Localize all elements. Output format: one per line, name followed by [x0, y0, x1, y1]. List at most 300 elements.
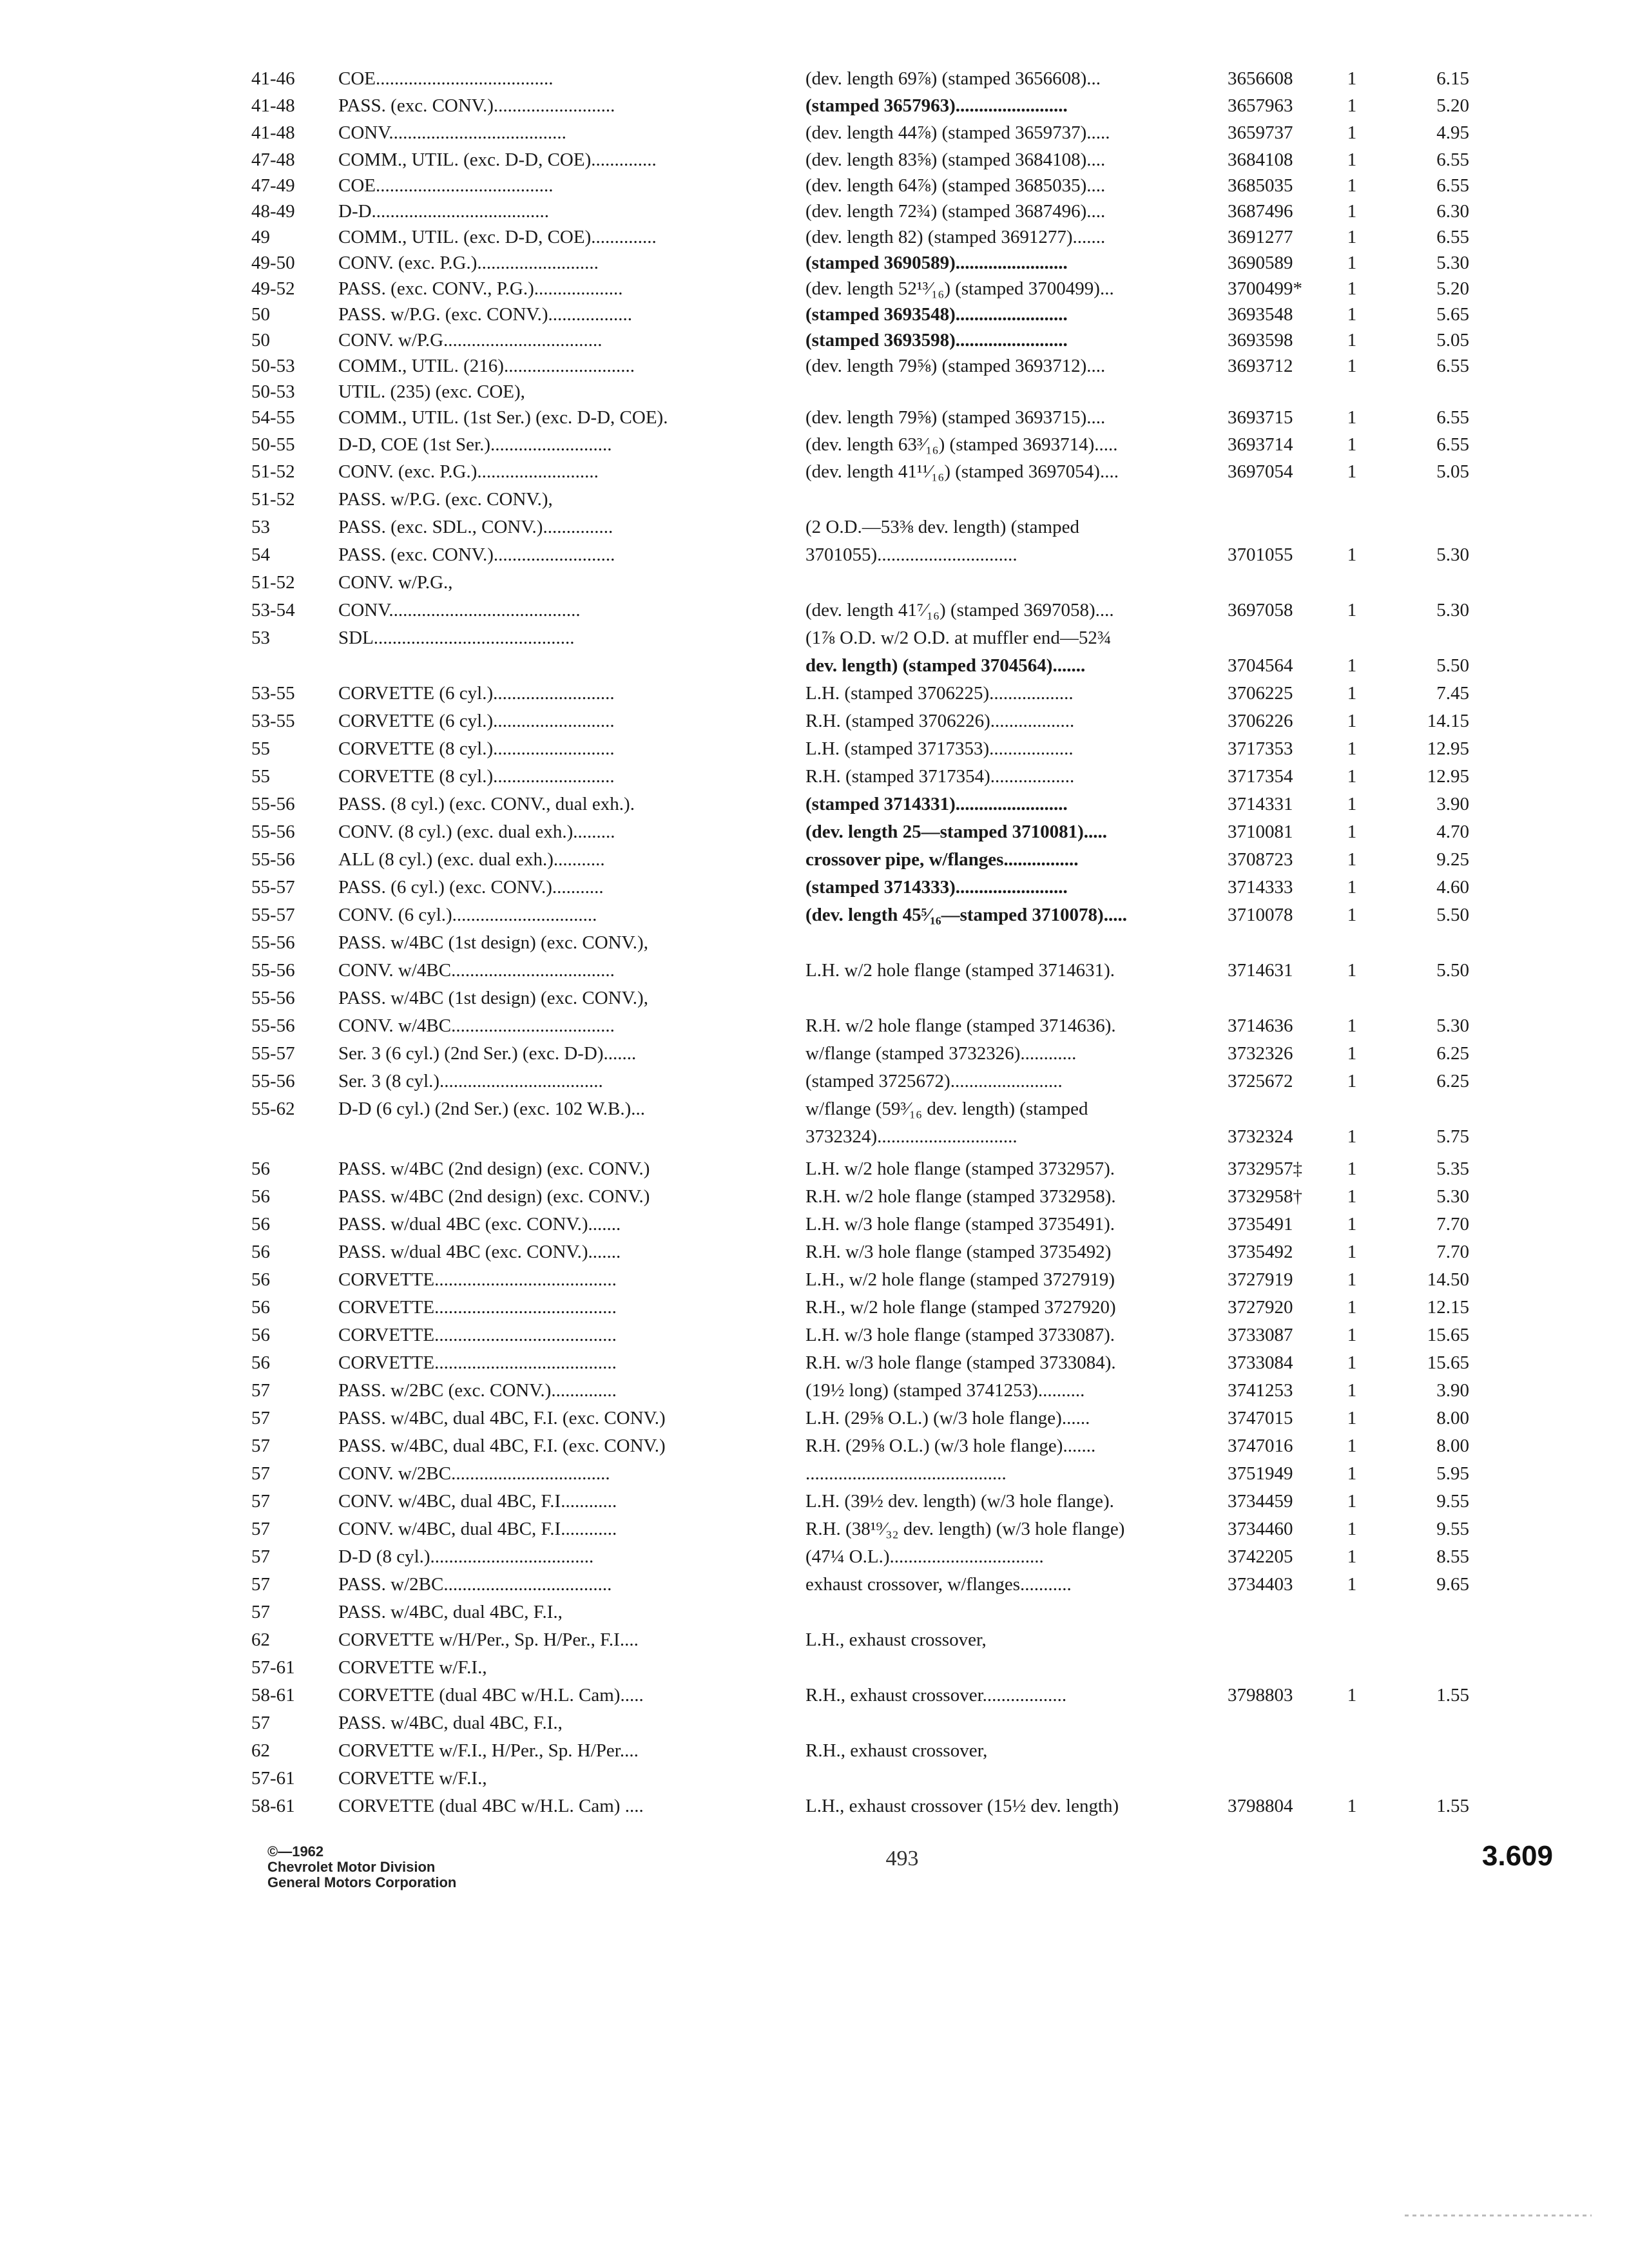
- year-cell: 49: [251, 227, 270, 247]
- year-cell: 57: [251, 1574, 270, 1595]
- table-row: [0, 1378, 1629, 1403]
- model-cell: CORVETTE (8 cyl.)..........................: [338, 766, 615, 787]
- model-cell: CONV. w/P.G.,: [338, 572, 453, 593]
- quantity-cell: 1: [1347, 95, 1357, 116]
- description-cell: R.H. w/3 hole flange (stamped 3733084).: [805, 1352, 1116, 1373]
- part-number-cell: 3727919: [1228, 1269, 1293, 1290]
- part-number-cell: 3742205: [1228, 1546, 1293, 1567]
- description-cell: (stamped 3693598)........................: [805, 330, 1068, 351]
- price-cell: 5.50: [1436, 960, 1469, 981]
- description-cell: (dev. length 45⁵⁄₁₆—stamped 3710078).....: [805, 905, 1127, 925]
- year-cell: 47-49: [251, 175, 295, 196]
- description-cell: L.H., exhaust crossover (15½ dev. length): [805, 1796, 1119, 1816]
- table-row: [0, 625, 1629, 651]
- price-cell: 5.30: [1436, 544, 1469, 565]
- part-number-cell: 3735492: [1228, 1242, 1293, 1262]
- table-row: [0, 1096, 1629, 1122]
- year-cell: 55-56: [251, 1015, 295, 1036]
- part-number-cell: 3693715: [1228, 407, 1293, 428]
- part-number-cell: 3733087: [1228, 1325, 1293, 1345]
- model-cell: PASS. (exc. SDL., CONV.)...............: [338, 517, 613, 537]
- quantity-cell: 1: [1347, 822, 1357, 842]
- model-cell: PASS. w/4BC, dual 4BC, F.I.,: [338, 1602, 563, 1622]
- year-cell: 51-52: [251, 461, 295, 482]
- year-cell: 57: [251, 1380, 270, 1401]
- part-number-cell: 3732324: [1228, 1126, 1293, 1147]
- quantity-cell: 1: [1347, 461, 1357, 482]
- model-cell: PASS. w/4BC (1st design) (exc. CONV.),: [338, 988, 648, 1008]
- description-cell: (dev. length 41⁷⁄₁₆) (stamped 3697058)....: [805, 600, 1114, 620]
- table-row: [0, 708, 1629, 734]
- table-row: [0, 1211, 1629, 1237]
- model-cell: COE......................................: [338, 68, 554, 89]
- price-cell: 15.65: [1427, 1325, 1469, 1345]
- model-cell: PASS. (exc. CONV.)..........................: [338, 544, 615, 565]
- year-cell: 53: [251, 628, 270, 648]
- model-cell: CORVETTE (dual 4BC w/H.L. Cam).....: [338, 1685, 644, 1706]
- table-row: [0, 1461, 1629, 1486]
- year-cell: 56: [251, 1186, 270, 1207]
- price-cell: 5.95: [1436, 1463, 1469, 1484]
- table-row: [0, 1682, 1629, 1708]
- description-cell: (dev. length 63³⁄₁₆) (stamped 3693714).....: [805, 434, 1118, 455]
- part-number-cell: 3704564: [1228, 655, 1293, 676]
- quantity-cell: 1: [1347, 122, 1357, 143]
- table-row: [0, 1068, 1629, 1094]
- year-cell: 41-46: [251, 68, 295, 89]
- price-cell: 8.00: [1436, 1408, 1469, 1428]
- description-cell: (dev. length 69⅞) (stamped 3656608)...: [805, 68, 1101, 89]
- page-number: 493: [885, 1847, 919, 1870]
- table-row: [0, 120, 1629, 146]
- quantity-cell: 1: [1347, 1491, 1357, 1512]
- part-number-cell: 3747016: [1228, 1436, 1293, 1456]
- price-cell: 7.70: [1436, 1242, 1469, 1262]
- year-cell: 56: [251, 1297, 270, 1318]
- part-number-cell: 3693548: [1228, 304, 1293, 325]
- description-cell: (dev. length 79⅝) (stamped 3693715)....: [805, 407, 1106, 428]
- part-number-cell: 3685035: [1228, 175, 1293, 196]
- part-number-cell: 3798804: [1228, 1796, 1293, 1816]
- price-cell: 6.55: [1436, 227, 1469, 247]
- model-cell: D-D (8 cyl.)...................................: [338, 1546, 594, 1567]
- model-cell: CONV. (6 cyl.)...............................: [338, 905, 597, 925]
- part-number-cell: 3657963: [1228, 95, 1293, 116]
- quantity-cell: 1: [1347, 794, 1357, 814]
- quantity-cell: 1: [1347, 1071, 1357, 1091]
- table-row: [0, 930, 1629, 956]
- quantity-cell: 1: [1347, 1352, 1357, 1373]
- model-cell: CONV. w/4BC, dual 4BC, F.I............: [338, 1491, 617, 1512]
- model-cell: CONV. w/P.G..................................: [338, 330, 602, 351]
- description-cell: (stamped 3657963)........................: [805, 95, 1068, 116]
- quantity-cell: 1: [1347, 683, 1357, 704]
- part-number-cell: 3732326: [1228, 1043, 1293, 1064]
- model-cell: D-D (6 cyl.) (2nd Ser.) (exc. 102 W.B.)...: [338, 1099, 645, 1119]
- year-cell: 57-61: [251, 1657, 295, 1678]
- quantity-cell: 1: [1347, 253, 1357, 273]
- description-cell: R.H. w/2 hole flange (stamped 3714636).: [805, 1015, 1116, 1036]
- quantity-cell: 1: [1347, 1297, 1357, 1318]
- description-cell: R.H. (stamped 3706226)..................: [805, 711, 1075, 731]
- model-cell: COMM., UTIL. (exc. D-D, COE)..............: [338, 227, 657, 247]
- table-row: [0, 1405, 1629, 1431]
- year-cell: 50-55: [251, 434, 295, 455]
- description-cell: 3732324)..............................: [805, 1126, 1017, 1147]
- part-number-cell: 3693712: [1228, 356, 1293, 376]
- description-cell: (stamped 3690589)........................: [805, 253, 1068, 273]
- table-row: [0, 1013, 1629, 1039]
- table-row: [0, 198, 1629, 224]
- table-row: [0, 1350, 1629, 1376]
- table-row: [0, 1793, 1629, 1819]
- quantity-cell: 1: [1347, 68, 1357, 89]
- price-cell: 12.95: [1427, 738, 1469, 759]
- price-cell: 7.70: [1436, 1214, 1469, 1235]
- table-row: [0, 1294, 1629, 1320]
- description-cell: R.H. (stamped 3717354)..................: [805, 766, 1075, 787]
- description-cell: R.H. w/3 hole flange (stamped 3735492): [805, 1242, 1112, 1262]
- copyright-text: ©—1962: [267, 1843, 324, 1860]
- price-cell: 6.55: [1436, 434, 1469, 455]
- table-row: [0, 1544, 1629, 1570]
- quantity-cell: 1: [1347, 877, 1357, 898]
- year-cell: 62: [251, 1629, 270, 1650]
- description-cell: R.H. w/2 hole flange (stamped 3732958).: [805, 1186, 1116, 1207]
- year-cell: 56: [251, 1242, 270, 1262]
- model-cell: PASS. w/4BC, dual 4BC, F.I. (exc. CONV.): [338, 1436, 666, 1456]
- table-row: [0, 819, 1629, 845]
- year-cell: 55-56: [251, 1071, 295, 1091]
- year-cell: 48-49: [251, 201, 295, 222]
- model-cell: COMM., UTIL. (1st Ser.) (exc. D-D, COE).: [338, 407, 668, 428]
- model-cell: CORVETTE w/F.I.,: [338, 1657, 487, 1678]
- quantity-cell: 1: [1347, 201, 1357, 222]
- description-cell: L.H. (29⅝ O.L.) (w/3 hole flange)......: [805, 1408, 1090, 1428]
- price-cell: 1.55: [1436, 1685, 1469, 1706]
- table-row: [0, 1599, 1629, 1625]
- quantity-cell: 1: [1347, 600, 1357, 620]
- model-cell: PASS. w/P.G. (exc. CONV.)..................: [338, 304, 633, 325]
- table-row: [0, 514, 1629, 540]
- price-cell: 5.05: [1436, 461, 1469, 482]
- quantity-cell: 1: [1347, 655, 1357, 676]
- year-cell: 57: [251, 1436, 270, 1456]
- table-row: [0, 224, 1629, 250]
- model-cell: ALL (8 cyl.) (exc. dual exh.)...........: [338, 849, 605, 870]
- model-cell: CONV. (exc. P.G.)..........................: [338, 461, 599, 482]
- table-row: [0, 405, 1629, 430]
- quantity-cell: 1: [1347, 304, 1357, 325]
- quantity-cell: 1: [1347, 1408, 1357, 1428]
- model-cell: CORVETTE (6 cyl.)..........................: [338, 683, 615, 704]
- corporation-text: General Motors Corporation: [267, 1874, 457, 1890]
- model-cell: PASS. w/4BC (2nd design) (exc. CONV.): [338, 1158, 650, 1179]
- description-cell: R.H. (29⅝ O.L.) (w/3 hole flange).......: [805, 1436, 1096, 1456]
- year-cell: 55-56: [251, 849, 295, 870]
- description-cell: (dev. length 41¹¹⁄₁₆) (stamped 3697054)....: [805, 461, 1119, 482]
- description-cell: R.H., exhaust crossover,: [805, 1740, 988, 1761]
- price-cell: 9.55: [1436, 1519, 1469, 1539]
- year-cell: 55-62: [251, 1099, 295, 1119]
- table-row: [0, 486, 1629, 512]
- part-number-cell: 3714333: [1228, 877, 1293, 898]
- description-cell: R.H. (38¹⁹⁄₃₂ dev. length) (w/3 hole flange): [805, 1519, 1125, 1539]
- quantity-cell: 1: [1347, 356, 1357, 376]
- quantity-cell: 1: [1347, 278, 1357, 299]
- year-cell: 57: [251, 1519, 270, 1539]
- model-cell: COMM., UTIL. (exc. D-D, COE)..............: [338, 149, 657, 170]
- part-number-cell: 3717353: [1228, 738, 1293, 759]
- description-cell: (47¼ O.L.).................................: [805, 1546, 1044, 1567]
- quantity-cell: 1: [1347, 1269, 1357, 1290]
- table-row: [0, 1627, 1629, 1653]
- year-cell: 49-52: [251, 278, 295, 299]
- year-cell: 55: [251, 738, 270, 759]
- year-cell: 53-55: [251, 683, 295, 704]
- table-row: [0, 570, 1629, 595]
- table-row: [0, 1322, 1629, 1348]
- table-row: [0, 147, 1629, 173]
- table-row: [0, 1738, 1629, 1763]
- model-cell: CONV. (8 cyl.) (exc. dual exh.).........: [338, 822, 615, 842]
- quantity-cell: 1: [1347, 1186, 1357, 1207]
- model-cell: CONV. w/4BC, dual 4BC, F.I............: [338, 1519, 617, 1539]
- model-cell: CORVETTE (6 cyl.)..........................: [338, 711, 615, 731]
- part-number-cell: 3710078: [1228, 905, 1293, 925]
- price-cell: 6.30: [1436, 201, 1469, 222]
- quantity-cell: 1: [1347, 1214, 1357, 1235]
- quantity-cell: 1: [1347, 1574, 1357, 1595]
- model-cell: Ser. 3 (8 cyl.)...................................: [338, 1071, 603, 1091]
- year-cell: 56: [251, 1158, 270, 1179]
- year-cell: 55-57: [251, 877, 295, 898]
- part-number-cell: 3693714: [1228, 434, 1293, 455]
- table-row: [0, 653, 1629, 678]
- part-number-cell: 3659737: [1228, 122, 1293, 143]
- description-cell: (stamped 3714331)........................: [805, 794, 1068, 814]
- model-cell: PASS. (exc. CONV.)..........................: [338, 95, 615, 116]
- year-cell: 57: [251, 1713, 270, 1733]
- year-cell: 54: [251, 544, 270, 565]
- table-row: [0, 874, 1629, 900]
- description-cell: (stamped 3714333)........................: [805, 877, 1068, 898]
- quantity-cell: 1: [1347, 330, 1357, 351]
- table-row: [0, 379, 1629, 405]
- quantity-cell: 1: [1347, 1685, 1357, 1706]
- year-cell: 57-61: [251, 1768, 295, 1789]
- part-number-cell: 3747015: [1228, 1408, 1293, 1428]
- year-cell: 51-52: [251, 572, 295, 593]
- price-cell: 6.55: [1436, 356, 1469, 376]
- price-cell: 5.30: [1436, 1186, 1469, 1207]
- description-cell: crossover pipe, w/flanges................: [805, 849, 1079, 870]
- description-cell: 3701055)..............................: [805, 544, 1017, 565]
- price-cell: 6.25: [1436, 1071, 1469, 1091]
- year-cell: 55-56: [251, 822, 295, 842]
- model-cell: CORVETTE.......................................: [338, 1352, 617, 1373]
- part-number-cell: 3693598: [1228, 330, 1293, 351]
- year-cell: 58-61: [251, 1796, 295, 1816]
- year-cell: 56: [251, 1352, 270, 1373]
- table-row: [0, 1655, 1629, 1680]
- table-row: [0, 173, 1629, 198]
- model-cell: D-D......................................: [338, 201, 550, 222]
- model-cell: CONV. w/4BC...................................: [338, 1015, 615, 1036]
- year-cell: 50-53: [251, 356, 295, 376]
- model-cell: PASS. w/4BC, dual 4BC, F.I.,: [338, 1713, 563, 1733]
- table-row: [0, 1765, 1629, 1791]
- model-cell: PASS. w/dual 4BC (exc. CONV.).......: [338, 1214, 621, 1235]
- quantity-cell: 1: [1347, 434, 1357, 455]
- model-cell: COMM., UTIL. (216)............................: [338, 356, 635, 376]
- quantity-cell: 1: [1347, 175, 1357, 196]
- description-cell: L.H. w/2 hole flange (stamped 3732957).: [805, 1158, 1115, 1179]
- table-row: [0, 1041, 1629, 1066]
- price-cell: 3.90: [1436, 1380, 1469, 1401]
- year-cell: 55-56: [251, 960, 295, 981]
- model-cell: PASS. w/4BC (1st design) (exc. CONV.),: [338, 932, 648, 953]
- quantity-cell: 1: [1347, 849, 1357, 870]
- part-number-cell: 3734403: [1228, 1574, 1293, 1595]
- model-cell: PASS. w/2BC....................................: [338, 1574, 612, 1595]
- year-cell: 49-50: [251, 253, 295, 273]
- model-cell: CORVETTE w/H/Per., Sp. H/Per., F.I....: [338, 1629, 639, 1650]
- price-cell: 4.60: [1436, 877, 1469, 898]
- price-cell: 5.30: [1436, 600, 1469, 620]
- price-cell: 3.90: [1436, 794, 1469, 814]
- description-cell: w/flange (59³⁄₁₆ dev. length) (stamped: [805, 1099, 1088, 1119]
- table-row: [0, 597, 1629, 623]
- year-cell: 57: [251, 1491, 270, 1512]
- footer-copyright-block: [267, 1844, 590, 1890]
- table-row: [0, 902, 1629, 928]
- price-cell: 6.55: [1436, 149, 1469, 170]
- part-number-cell: 3690589: [1228, 253, 1293, 273]
- year-cell: 50: [251, 304, 270, 325]
- description-cell: L.H. (stamped 3706225)..................: [805, 683, 1074, 704]
- year-cell: 53-55: [251, 711, 295, 731]
- part-number-cell: 3714631: [1228, 960, 1293, 981]
- description-cell: (dev. length 79⅝) (stamped 3693712)....: [805, 356, 1106, 376]
- quantity-cell: 1: [1347, 1325, 1357, 1345]
- quantity-cell: 1: [1347, 1436, 1357, 1456]
- price-cell: 5.50: [1436, 905, 1469, 925]
- price-cell: 4.70: [1436, 822, 1469, 842]
- description-cell: (stamped 3693548)........................: [805, 304, 1068, 325]
- quantity-cell: 1: [1347, 1015, 1357, 1036]
- quantity-cell: 1: [1347, 960, 1357, 981]
- part-number-cell: 3691277: [1228, 227, 1293, 247]
- description-cell: ...........................................: [805, 1463, 1007, 1484]
- price-cell: 6.15: [1436, 68, 1469, 89]
- description-cell: exhaust crossover, w/flanges...........: [805, 1574, 1072, 1595]
- part-number-cell: 3727920: [1228, 1297, 1293, 1318]
- quantity-cell: 1: [1347, 1546, 1357, 1567]
- model-cell: CONV.........................................: [338, 600, 581, 620]
- division-text: Chevrolet Motor Division: [267, 1859, 436, 1875]
- table-row: [0, 459, 1629, 485]
- model-cell: PASS. w/dual 4BC (exc. CONV.).......: [338, 1242, 621, 1262]
- table-row: [0, 1516, 1629, 1542]
- description-cell: (dev. length 82) (stamped 3691277).......: [805, 227, 1106, 247]
- description-cell: (dev. length 25—stamped 3710081).....: [805, 822, 1108, 842]
- model-cell: D-D, COE (1st Ser.)..........................: [338, 434, 612, 455]
- part-number-cell: 3725672: [1228, 1071, 1293, 1091]
- quantity-cell: 1: [1347, 1380, 1357, 1401]
- table-row: [0, 985, 1629, 1011]
- price-cell: 9.55: [1436, 1491, 1469, 1512]
- year-cell: 56: [251, 1325, 270, 1345]
- table-row: [0, 1433, 1629, 1459]
- description-cell: (dev. length 83⅝) (stamped 3684108)....: [805, 149, 1106, 170]
- year-cell: 54-55: [251, 407, 295, 428]
- model-cell: SDL...........................................: [338, 628, 575, 648]
- table-row: [0, 93, 1629, 119]
- quantity-cell: 1: [1347, 1796, 1357, 1816]
- year-cell: 53: [251, 517, 270, 537]
- model-cell: PASS. (8 cyl.) (exc. CONV., dual exh.).: [338, 794, 635, 814]
- price-cell: 5.05: [1436, 330, 1469, 351]
- price-cell: 14.15: [1427, 711, 1469, 731]
- table-row: [0, 1488, 1629, 1514]
- model-cell: PASS. w/P.G. (exc. CONV.),: [338, 489, 553, 510]
- description-cell: L.H. w/3 hole flange (stamped 3735491).: [805, 1214, 1115, 1235]
- part-number-cell: 3697054: [1228, 461, 1293, 482]
- part-number-cell: 3714331: [1228, 794, 1293, 814]
- part-number-cell: 3798803: [1228, 1685, 1293, 1706]
- description-cell: w/flange (stamped 3732326)............: [805, 1043, 1077, 1064]
- description-cell: (stamped 3725672)........................: [805, 1071, 1063, 1091]
- year-cell: 56: [251, 1214, 270, 1235]
- model-cell: PASS. w/4BC (2nd design) (exc. CONV.): [338, 1186, 650, 1207]
- table-row: [0, 764, 1629, 789]
- price-cell: 6.25: [1436, 1043, 1469, 1064]
- quantity-cell: 1: [1347, 227, 1357, 247]
- model-cell: CORVETTE w/F.I.,: [338, 1768, 487, 1789]
- year-cell: 50-53: [251, 381, 295, 402]
- model-cell: Ser. 3 (6 cyl.) (2nd Ser.) (exc. D-D).......: [338, 1043, 637, 1064]
- model-cell: UTIL. (235) (exc. COE),: [338, 381, 525, 402]
- year-cell: 50: [251, 330, 270, 351]
- year-cell: 62: [251, 1740, 270, 1761]
- price-cell: 5.50: [1436, 655, 1469, 676]
- price-cell: 6.55: [1436, 407, 1469, 428]
- quantity-cell: 1: [1347, 1126, 1357, 1147]
- model-cell: CORVETTE w/F.I., H/Per., Sp. H/Per....: [338, 1740, 639, 1761]
- model-cell: CORVETTE.......................................: [338, 1297, 617, 1318]
- year-cell: 41-48: [251, 122, 295, 143]
- price-cell: 9.65: [1436, 1574, 1469, 1595]
- quantity-cell: 1: [1347, 711, 1357, 731]
- price-cell: 5.20: [1436, 278, 1469, 299]
- year-cell: 57: [251, 1546, 270, 1567]
- quantity-cell: 1: [1347, 1158, 1357, 1179]
- price-cell: 5.30: [1436, 1015, 1469, 1036]
- description-cell: L.H., w/2 hole flange (stamped 3727919): [805, 1269, 1115, 1290]
- model-cell: CONV. w/2BC..................................: [338, 1463, 610, 1484]
- table-row: [0, 957, 1629, 983]
- table-row: [0, 1239, 1629, 1265]
- section-number: 3.609: [1481, 1840, 1553, 1872]
- quantity-cell: 1: [1347, 905, 1357, 925]
- year-cell: 55-56: [251, 932, 295, 953]
- quantity-cell: 1: [1347, 544, 1357, 565]
- description-cell: (1⅞ O.D. w/2 O.D. at muffler end—52¾: [805, 628, 1112, 648]
- model-cell: PASS. (exc. CONV., P.G.)...................: [338, 278, 623, 299]
- table-row: [0, 1184, 1629, 1209]
- table-row: [0, 791, 1629, 817]
